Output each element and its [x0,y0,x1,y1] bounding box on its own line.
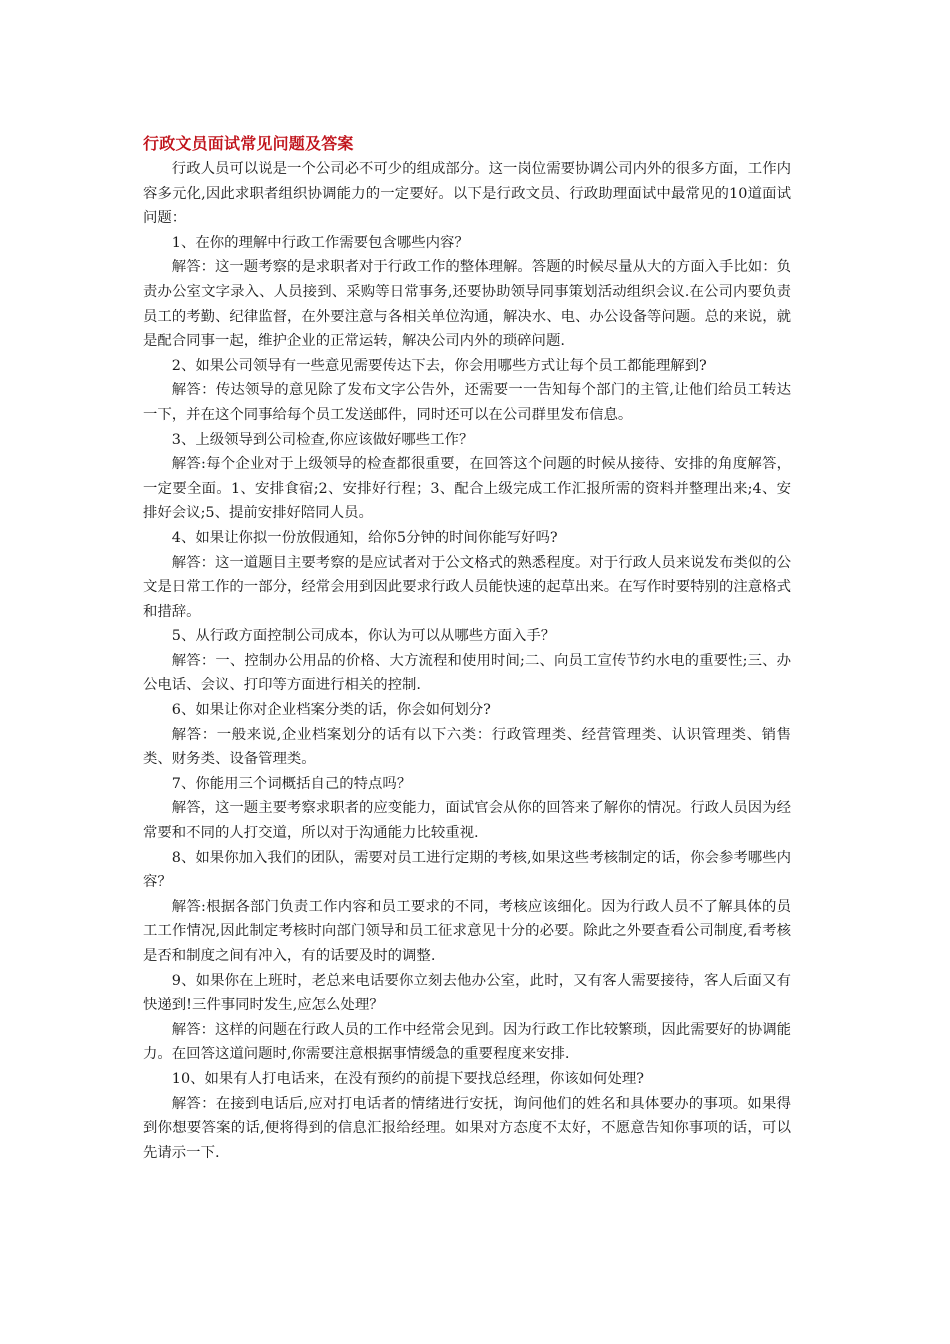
question-6: 6、如果让你对企业档案分类的话，你会如何划分? [171,702,491,719]
question-7: 7、你能用三个词概括自己的特点吗？ [171,775,412,792]
answer-2: 解答：传达领导的意见除了发布文字公告外，还需要一一告知每个部门的主管,让他们给员工转达一下，并在这个同事给每个员工发送邮件，同时还可以在公司群里发布信息。 [143,382,791,423]
question-3: 3、上级领导到公司检查,你应该做好哪些工作？ [171,431,474,448]
answer-9: 解答：这样的问题在行政人员的工作中经常会见到。因为行政工作比较繁琐，因此需要好的协调能力。在回答这道问题时,你需要注意根据事情缓急的重要程度来安排. [143,1021,791,1063]
document-title: 行政文员面试常见问题及答案 [143,134,354,153]
question-4: 4、如果让你拟一份放假通知，给你5分钟的时间你能写好吗? [171,529,558,546]
document-page [143,133,791,1165]
question-1: 1、在你的理解中行政工作需要包含哪些内容？ [171,234,469,251]
intro-paragraph: 行政人员可以说是一个公司必不可少的组成部分。这一岗位需要协调公司内外的很多方面，工作内容多元化,因此求职者组织协调能力的一定要好。以下是行政文员、行政助理面试中最常见的10道面试问题： [143,161,791,227]
answer-8: 解答:根据各部门负责工作内容和员工要求的不同，考核应该细化。因为行政人员不了解具体的员工工作情况,因此制定考核时向部门领导和员工征求意见十分的必要。除此之外要查看公司制度,看考核是否和制度之间有冲入，有的话要及时的调整. [143,898,791,964]
answer-4: 解答：这一道题目主要考察的是应试者对于公文格式的熟悉程度。对于行政人员来说发布类似的公文是日常工作的一部分，经常会用到因此要求行政人员能快速的起草出来。在写作时要特别的注意格式和措辞。 [143,554,791,620]
question-10: 10、如果有人打电话来，在没有预约的前提下要找总经理，你该如何处理? [171,1070,644,1087]
question-9: 9、如果你在上班时，老总来电话要你立刻去他办公室，此时，又有客人需要接待，客人后面又有快递到!三件事同时发生,应怎么处理？ [143,972,791,1014]
answer-3: 解答:每个企业对于上级领导的检查都很重要，在回答这个问题的时候从接待、安排的角度解答，一定要全面。1、安排食宿;2、安排好行程；3、配合上级完成工作汇报所需的资料并整理出来;4、安排好会议;5、提前安排好陪同人员。 [143,456,791,522]
question-5: 5、从行政方面控制公司成本，你认为可以从哪些方面入手？ [171,628,556,645]
answer-5: 解答：一、控制办公用品的价格、大方流程和使用时间;二、向员工宣传节约水电的重要性;三、办公电话、会议、打印等方面进行相关的控制. [143,652,791,694]
answer-6: 解答：一般来说,企业档案划分的话有以下六类：行政管理类、经营管理类、认识管理类、销售类、财务类、设备管理类。 [143,726,791,768]
question-2: 2、如果公司领导有一些意见需要传达下去，你会用哪些方式让每个员工都能理解到? [171,357,707,374]
question-8: 8、如果你加入我们的团队，需要对员工进行定期的考核,如果这些考核制定的话，你会参考哪些内容？ [143,849,791,891]
answer-1: 解答：这一题考察的是求职者对于行政工作的整体理解。答题的时候尽量从大的方面入手比如：负责办公室文字录入、人员接到、采购等日常事务,还要协助领导同事策划活动组织会议.在公司内要负责员工的考勤、纪律监督，在外要注意与各相关单位沟通，解决水、电、办公设备等问题。总的来说，就是配合同事一起，维护企业的正常运转，解决公司内外的琐碎问题. [143,259,791,350]
answer-7: 解答，这一题主要考察求职者的应变能力，面试官会从你的回答来了解你的情况。行政人员因为经常要和不同的人打交道，所以对于沟通能力比较重视. [143,800,791,842]
answer-10: 解答：在接到电话后,应对打电话者的情绪进行安抚，询问他们的姓名和具体要办的事项。如果得到你想要答案的话,便将得到的信息汇报给经理。如果对方态度不太好，不愿意告知你事项的话，可以先请示一下. [143,1095,791,1161]
